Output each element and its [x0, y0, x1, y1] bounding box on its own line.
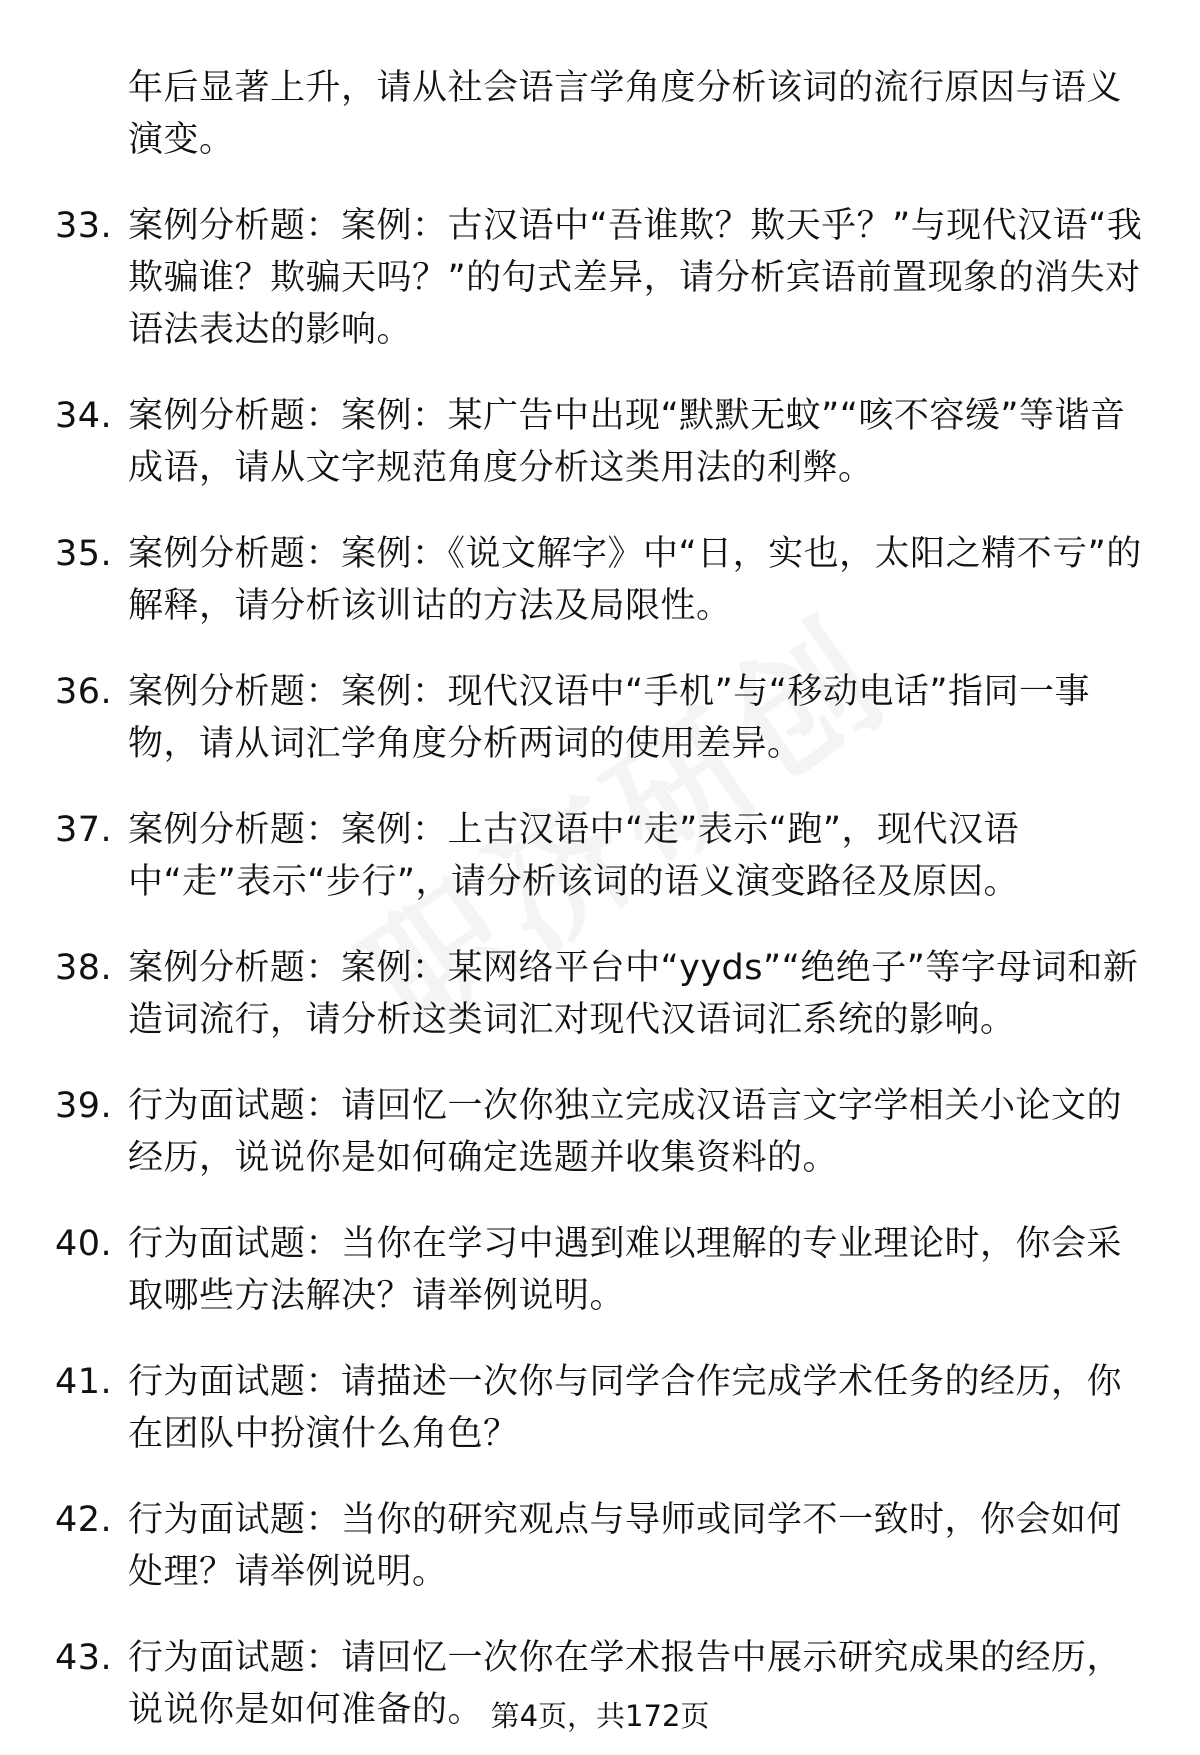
question-text: 行为面试题：当你在学习中遇到难以理解的专业理论时，你会采取哪些方法解决？请举例说明。	[128, 1224, 1123, 1316]
question-number: 35.	[55, 534, 113, 574]
question-item	[55, 1080, 1145, 1184]
question-number: 40.	[55, 1224, 113, 1264]
question-number: 43.	[55, 1638, 113, 1678]
question-text: 行为面试题：当你的研究观点与导师或同学不一致时，你会如何处理？请举例说明。	[128, 1500, 1123, 1592]
question-text: 案例分析题：案例：某网络平台中“yyds”“绝绝子”等字母词和新造词流行，请分析这类词汇对现代汉语词汇系统的影响。	[128, 948, 1139, 1040]
question-number: 33.	[55, 206, 113, 246]
question-item	[55, 528, 1145, 632]
question-item	[55, 1494, 1145, 1598]
question-item	[55, 666, 1145, 770]
question-item	[55, 942, 1145, 1046]
question-list	[55, 62, 1145, 1736]
question-text: 案例分析题：案例：某广告中出现“默默无蚊”“咳不容缓”等谐音成语，请从文字规范角度分析这类用法的利弊。	[128, 396, 1126, 488]
question-text: 行为面试题：请回忆一次你独立完成汉语言文字学相关小论文的经历，说说你是如何确定选题并收集资料的。	[128, 1086, 1123, 1178]
question-number: 39.	[55, 1086, 113, 1126]
question-number: 34.	[55, 396, 113, 436]
page-footer: 第4页，共172页	[490, 1699, 710, 1733]
continued-question-text: 年后显著上升，请从社会语言学角度分析该词的流行原因与语义演变。	[128, 68, 1123, 160]
question-number: 38.	[55, 948, 113, 988]
question-text: 案例分析题：案例：现代汉语中“手机”与“移动电话”指同一事物，请从词汇学角度分析两词的使用差异。	[128, 672, 1091, 764]
question-item	[55, 1218, 1145, 1322]
question-number: 42.	[55, 1500, 113, 1540]
question-item	[55, 804, 1145, 908]
question-text: 案例分析题：案例：《说文解字》中“日，实也，太阳之精不亏”的解释，请分析该训诂的方法及局限性。	[128, 534, 1142, 626]
question-text: 案例分析题：案例：上古汉语中“走”表示“跑”，现代汉语中“走”表示“步行”，请分析该词的语义演变路径及原因。	[128, 810, 1020, 902]
question-item	[55, 390, 1145, 494]
question-number: 41.	[55, 1362, 113, 1402]
question-item	[55, 200, 1145, 356]
question-text: 行为面试题：请描述一次你与同学合作完成学术任务的经历，你在团队中扮演什么角色？	[128, 1362, 1123, 1454]
question-item	[55, 1356, 1145, 1460]
question-number: 37.	[55, 810, 113, 850]
question-text: 案例分析题：案例：古汉语中“吾谁欺？欺天乎？”与现代汉语“我欺骗谁？欺骗天吗？”的句式差异，请分析宾语前置现象的消失对语法表达的影响。	[128, 206, 1143, 350]
question-number: 36.	[55, 672, 113, 712]
question-text: 行为面试题：请回忆一次你在学术报告中展示研究成果的经历，说说你是如何准备的。	[128, 1638, 1123, 1730]
